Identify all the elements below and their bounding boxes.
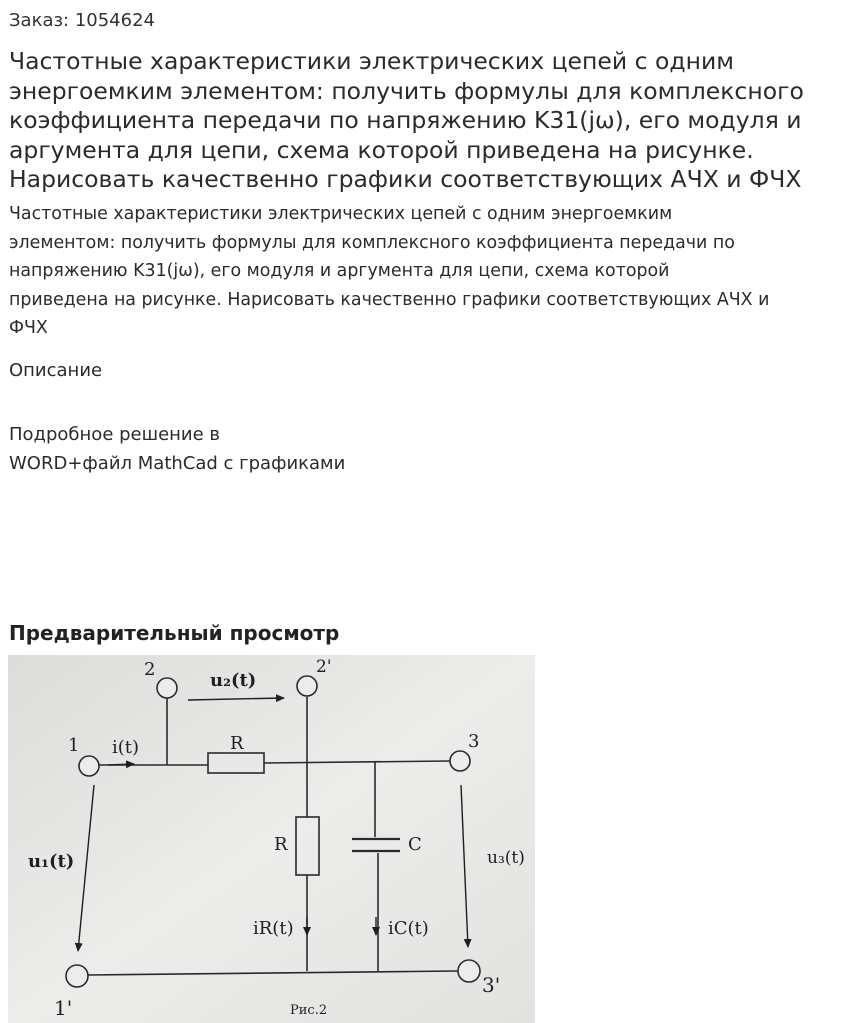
description-line: ФЧХ [9, 318, 48, 338]
title-line: коэффициента передачи по напряжению K31(jω), его модуля и [9, 106, 802, 134]
label-node-1: 1 [68, 735, 80, 756]
label-u2: u₂(t) [210, 670, 257, 691]
label-node-2p: 2' [316, 657, 332, 677]
description-line: Частотные характеристики электрических цепей с одним энергоемким [9, 204, 673, 224]
label-u3: u₃(t) [487, 848, 525, 868]
description-line: напряжению K31(jω), его модуля и аргумента для цепи, схема которой [9, 261, 670, 281]
solution-line: WORD+файл MathCad с графиками [9, 453, 346, 474]
label-node-2: 2 [144, 659, 156, 680]
current-arrow [108, 764, 134, 765]
circuit-diagram [8, 655, 535, 1023]
title-line: аргумента для цепи, схема которой приведена на рисунке. [9, 135, 754, 164]
title-line: Частотные характеристики электрических цепей с одним [9, 47, 734, 75]
page-title [9, 47, 839, 195]
label-ir: iR(t) [253, 918, 294, 939]
label-r-top: R [230, 733, 244, 754]
terminal-1p [66, 965, 88, 987]
terminal-3 [450, 751, 470, 771]
label-node-3: 3 [468, 731, 480, 752]
terminal-2p [297, 676, 317, 696]
terminal-3p [458, 960, 480, 982]
label-u1: u₁(t) [28, 851, 75, 872]
description-line: приведена на рисунке. Нарисовать качественно графики соответствующих АЧХ и [9, 289, 770, 310]
label-node-3p: 3' [482, 973, 501, 997]
label-node-1p: 1' [54, 996, 73, 1020]
label-c: C [408, 834, 422, 855]
task-description [9, 200, 847, 343]
description-line: элементом: получить формулы для комплексного коэффициента передачи по [9, 232, 735, 253]
title-line: Нарисовать качественно графики соответствующих АЧХ и ФЧХ [9, 165, 802, 193]
order-number: Заказ: 1054624 [9, 10, 155, 31]
label-current: i(t) [112, 737, 140, 758]
preview-image [8, 655, 535, 1023]
terminal-1 [79, 756, 99, 776]
label-ic: iC(t) [388, 918, 429, 939]
solution-line: Подробное решение в [9, 424, 221, 445]
paper-background [8, 655, 535, 1023]
label-r-middle: R [274, 834, 288, 855]
solution-note [9, 420, 345, 478]
title-line: энергоемким элементом: получить формулы для комплексного [9, 76, 804, 105]
figure-caption: Рис.2 [290, 1003, 328, 1018]
preview-heading: Предварительный просмотр [9, 621, 340, 645]
description-section-label: Описание [9, 360, 103, 381]
terminal-2 [157, 678, 177, 698]
